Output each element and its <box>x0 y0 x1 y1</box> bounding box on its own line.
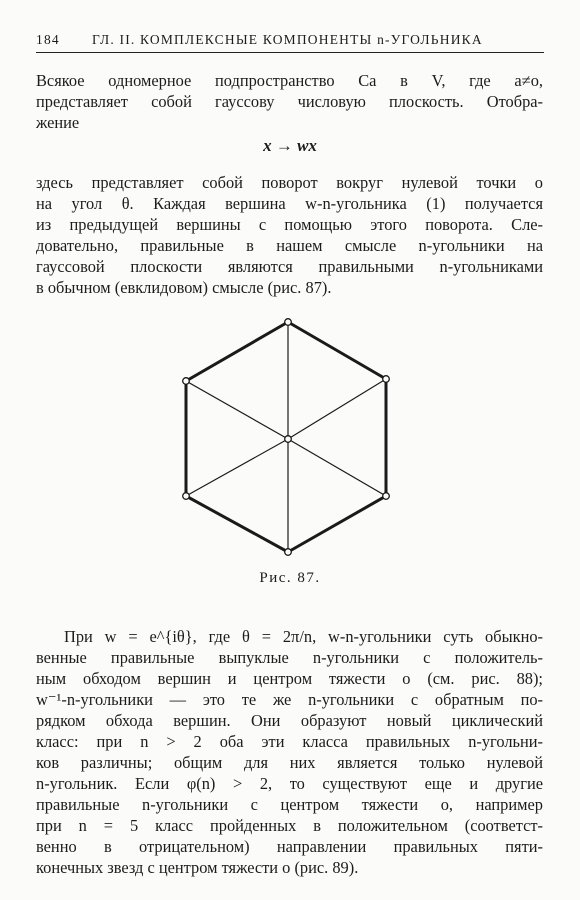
text-line: конечных звезд с центром тяжести o (рис. 89). <box>36 858 359 877</box>
spoke <box>186 439 288 496</box>
hexagon-edge <box>186 322 288 381</box>
vertex-point <box>285 319 292 326</box>
text-line: в обычном (евклидовом) смысле (рис. 87). <box>36 278 332 297</box>
figure-87-hexagon <box>174 312 404 566</box>
text-line: n-угольник. Если φ(n) > 2, то существуют еще и другие <box>36 774 543 793</box>
text-line: гауссовой плоскости являются правильными n-угольниками <box>36 257 543 276</box>
text-line: здесь представляет собой поворот вокруг нулевой точки o <box>36 173 543 192</box>
center-point <box>285 436 292 443</box>
text-line: довательно, правильные в нашем смысле n-угольники на <box>36 236 543 255</box>
text-line: Всякое одномерное подпространство Ca в V, где a≠o, <box>36 71 543 90</box>
text-line: При w = e^{iθ}, где θ = 2π/n, w-n-угольники суть обыкно- <box>64 627 543 646</box>
vertex-point <box>383 376 390 383</box>
vertex-point <box>285 549 292 556</box>
chapter-title: ГЛ. II. КОМПЛЕКСНЫЕ КОМПОНЕНТЫ n-УГОЛЬНИКА <box>92 32 483 47</box>
spoke <box>288 379 386 439</box>
text-line: венно в отрицательном) направлении правильных пяти- <box>36 837 543 856</box>
text-line: правильные n-угольники с центром тяжести o, например <box>36 795 543 814</box>
paragraph-2 <box>36 172 543 298</box>
paragraph-3 <box>36 626 543 878</box>
text-line: венные правильные выпуклые n-угольники с положитель- <box>36 648 543 667</box>
hexagon-edge <box>186 496 288 552</box>
text-line: при n = 5 класс пройденных в положительном (соответст- <box>36 816 543 835</box>
hexagon-diagram <box>174 312 404 566</box>
hexagon-edge <box>288 322 386 379</box>
text-line: из предыдущей вершины с помощью этого поворота. Сле- <box>36 215 543 234</box>
text-line: ков различны; общим для них является только нулевой <box>36 753 543 772</box>
paragraph-1 <box>36 70 543 133</box>
spoke <box>288 439 386 496</box>
running-header <box>36 30 544 53</box>
text-line: рядком обхода вершин. Они образуют новый циклический <box>36 711 543 730</box>
text-line: на угол θ. Каждая вершина w-n-угольника (1) получается <box>36 194 543 213</box>
text-line: жение <box>36 113 80 132</box>
vertex-point <box>383 493 390 500</box>
vertex-point <box>183 378 190 385</box>
text-line: представляет собой гауссову числовую плоскость. Отобра- <box>36 92 543 111</box>
display-formula: x → wx <box>263 136 317 155</box>
hexagon-edge <box>288 496 386 552</box>
text-line: w⁻¹-n-угольники — это те же n-угольники с обратным по- <box>36 690 543 709</box>
text-line: ным обходом вершин и центром тяжести o (см. рис. 88); <box>36 669 543 688</box>
vertex-point <box>183 493 190 500</box>
text-line: класс: при n > 2 оба эти класса правильных n-угольни- <box>36 732 543 751</box>
figure-caption: Рис. 87. <box>259 570 321 586</box>
spoke <box>186 381 288 439</box>
page-number: 184 <box>36 32 60 47</box>
